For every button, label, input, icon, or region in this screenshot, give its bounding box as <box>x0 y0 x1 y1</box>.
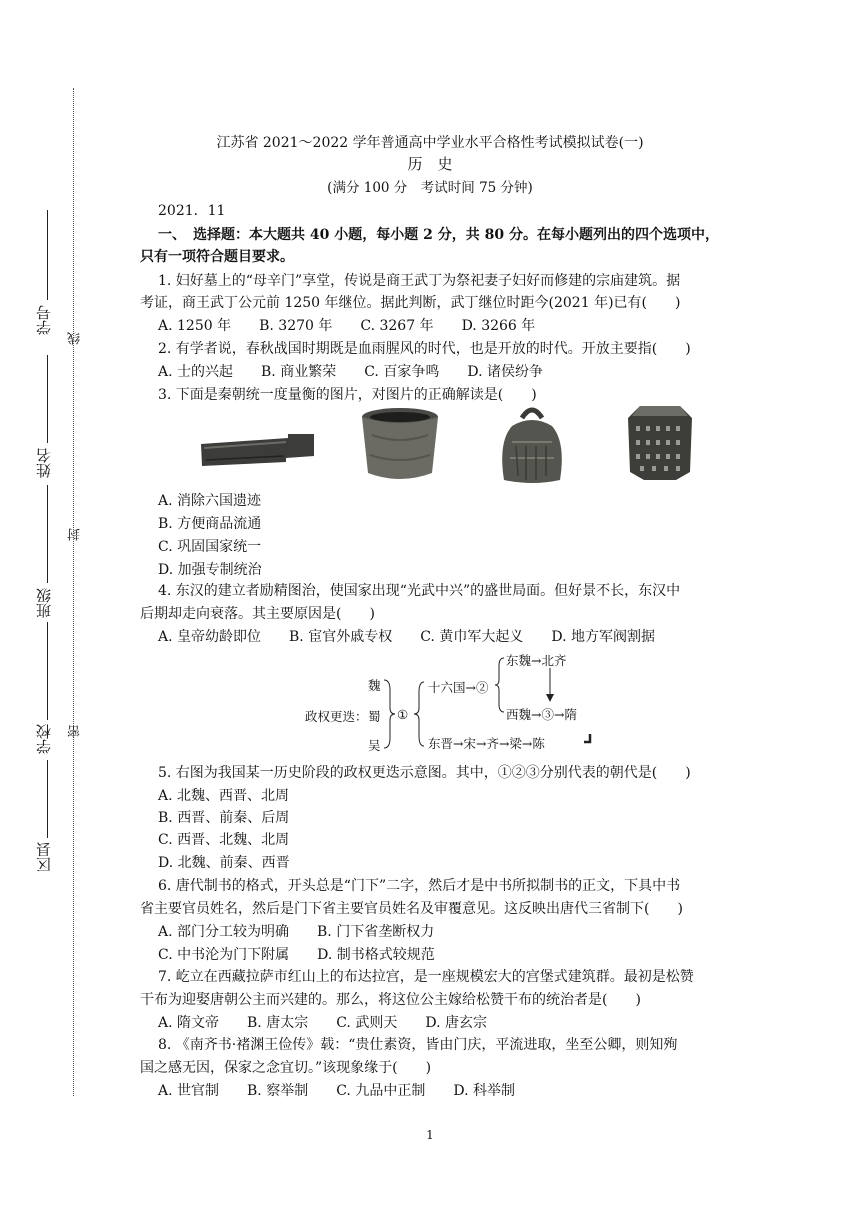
q1-option-d[interactable]: D. 3266 年 <box>461 318 536 334</box>
q8-option-d[interactable]: D. 科举制 <box>453 1083 515 1099</box>
q4-option-b[interactable]: B. 宦官外戚专权 <box>289 629 393 645</box>
q6-option-b[interactable]: B. 门下省垄断权力 <box>317 924 435 940</box>
q7-option-b[interactable]: B. 唐太宗 <box>247 1015 309 1031</box>
q6-options-row2 <box>158 944 463 964</box>
q8-option-b[interactable]: B. 察举制 <box>247 1083 309 1099</box>
q7-option-d[interactable]: D. 唐玄宗 <box>425 1015 487 1031</box>
q7-option-a[interactable]: A. 隋文帝 <box>158 1015 220 1031</box>
q6-option-c[interactable]: C. 中书沦为门下附属 <box>158 947 290 963</box>
binding-dotted-line <box>73 88 74 1096</box>
q8-options <box>158 1080 543 1100</box>
school-blank[interactable] <box>47 622 48 720</box>
q7-option-c[interactable]: C. 武则天 <box>336 1015 398 1031</box>
section-heading-line2: 只有一项符合题目要求。 <box>140 249 294 265</box>
class-blank[interactable] <box>47 485 48 583</box>
q7-line1: 7. 屹立在西藏拉萨市红山上的布达拉宫，是一座规模宏大的宫堡式建筑群。最初是松赞 <box>158 969 694 985</box>
q4-option-a[interactable]: A. 皇帝幼龄即位 <box>158 629 262 645</box>
student-id-label: 学号 <box>35 305 53 335</box>
name-blank[interactable] <box>47 355 48 443</box>
q4-line2: 后期却走向衰落。其主要原因是( ) <box>140 606 375 622</box>
subject-title: 历 史 <box>407 155 453 173</box>
q4-option-d[interactable]: D. 地方军阀割据 <box>551 629 655 645</box>
octagonal-weight-image <box>626 402 694 482</box>
q8-option-c[interactable]: C. 九品中正制 <box>336 1083 426 1099</box>
q4-line1: 4. 东汉的建立者励精图治，使国家出现“光武中兴”的盛世局面。但好景不长，东汉中 <box>158 583 681 599</box>
diagram-connectors <box>300 650 600 760</box>
diagram-western-wei: 西魏→③→隋 <box>506 707 577 722</box>
q7-options <box>158 1012 515 1032</box>
q2-option-c[interactable]: C. 百家争鸣 <box>364 364 440 380</box>
q6-line2: 省主要官员姓名，然后是门下省主要官员姓名及审覆意见。这反映出唐代三省制下( ) <box>140 901 683 917</box>
q5-option-a[interactable]: A. 北魏、西晋、北周 <box>158 788 290 804</box>
regime-succession-diagram <box>300 650 600 760</box>
ruler-artifact-image <box>196 430 321 470</box>
diagram-eastern-wei: 东魏→北齐 <box>506 653 567 668</box>
q3-option-b[interactable]: B. 方便商品流通 <box>158 516 262 532</box>
exam-date: 2021．11 <box>158 203 226 219</box>
q2-option-b[interactable]: B. 商业繁荣 <box>261 364 337 380</box>
page-number: 1 <box>426 1128 434 1142</box>
q6-option-a[interactable]: A. 部门分工较为明确 <box>158 924 290 940</box>
section-heading-line1: 一、 选择题：本大题共 40 小题，每小题 2 分，共 80 分。在每小题列出的四个选项中， <box>158 227 719 243</box>
q6-options-row1 <box>158 921 462 941</box>
diagram-circle-1: ① <box>397 707 409 722</box>
q6-line1: 6. 唐代制书的格式，开头总是“门下”二字，然后才是中书所拟制书的正文，下具中书 <box>158 878 681 894</box>
diagram-wei: 魏 <box>368 678 381 693</box>
q7-line2: 干布为迎娶唐朝公主而兴建的。那么，将这位公主嫁给松赞干布的统治者是( ) <box>140 992 641 1008</box>
seal-mark-feng: 封 <box>68 528 83 541</box>
district-blank[interactable] <box>47 760 48 838</box>
class-label: 班级 <box>35 588 53 618</box>
measuring-vessel-image <box>358 405 442 485</box>
q6-option-d[interactable]: D. 制书格式较规范 <box>317 947 435 963</box>
q8-option-a[interactable]: A. 世官制 <box>158 1083 220 1099</box>
diagram-shu: 蜀 <box>368 709 381 724</box>
q1-option-a[interactable]: A. 1250 年 <box>158 318 232 334</box>
exam-info: (满分 100 分 考试时间 75 分钟) <box>327 180 533 196</box>
seal-mark-mi: 密 <box>68 725 83 738</box>
diagram-eastern-jin: 东晋→宋→齐→梁→陈 <box>428 736 545 751</box>
q3-line1: 3. 下面是秦朝统一度量衡的图片，对图片的正确解读是( ) <box>158 387 537 403</box>
district-label: 区县 <box>35 842 53 872</box>
q5-line1: 5. 右图为我国某一历史阶段的政权更迭示意图。其中，①②③分别代表的朝代是( ) <box>158 765 691 781</box>
q8-line2: 国之感无因，保家之念宜切。”该现象缘于( ) <box>140 1060 432 1076</box>
diagram-sixteen-kingdoms: 十六国→② <box>428 680 489 695</box>
q1-options <box>158 315 563 335</box>
q8-line1: 8. 《南齐书·褚渊王俭传》载：“贵仕素资，皆由门庆，平流进取，坐至公卿，则知殉 <box>158 1037 678 1053</box>
q3-option-d[interactable]: D. 加强专制统治 <box>158 562 262 578</box>
name-label: 姓名 <box>35 448 53 478</box>
q2-options <box>158 361 571 381</box>
q5-option-d[interactable]: D. 北魏、前秦、西晋 <box>158 855 290 871</box>
diagram-label: 政权更迭： <box>305 709 368 724</box>
q3-option-c[interactable]: C. 巩固国家统一 <box>158 539 262 555</box>
q5-option-b[interactable]: B. 西晋、前秦、后周 <box>158 810 290 826</box>
q4-options <box>158 626 683 646</box>
q2-option-a[interactable]: A. 士的兴起 <box>158 364 234 380</box>
q1-line2: 考证，商王武丁公元前 1250 年继位。据此判断，武丁继位时距今(2021 年)已有( ) <box>140 295 681 311</box>
q2-line1: 2. 有学者说，春秋战国时期既是血雨腥风的时代，也是开放的时代。开放主要指( ) <box>158 341 691 357</box>
exam-title: 江苏省 2021～2022 学年普通高中学业水平合格性考试模拟试卷(一) <box>216 135 644 151</box>
q2-option-d[interactable]: D. 诸侯纷争 <box>467 364 543 380</box>
q4-option-c[interactable]: C. 黄巾军大起义 <box>420 629 524 645</box>
school-label: 学校 <box>35 724 53 754</box>
student-id-blank[interactable] <box>47 210 48 300</box>
q1-line1: 1. 妇好墓上的“母辛门”享堂，传说是商王武丁为祭祀妻子妇好而修建的宗庙建筑。据 <box>158 273 681 289</box>
bell-weight-image <box>490 402 574 486</box>
q1-option-b[interactable]: B. 3270 年 <box>259 318 333 334</box>
diagram-wu: 吴 <box>368 738 381 753</box>
seal-mark-xian: 线 <box>68 332 83 345</box>
q5-option-c[interactable]: C. 西晋、北魏、北周 <box>158 832 290 848</box>
q3-option-a[interactable]: A. 消除六国遗迹 <box>158 493 262 509</box>
q1-option-c[interactable]: C. 3267 年 <box>360 318 434 334</box>
